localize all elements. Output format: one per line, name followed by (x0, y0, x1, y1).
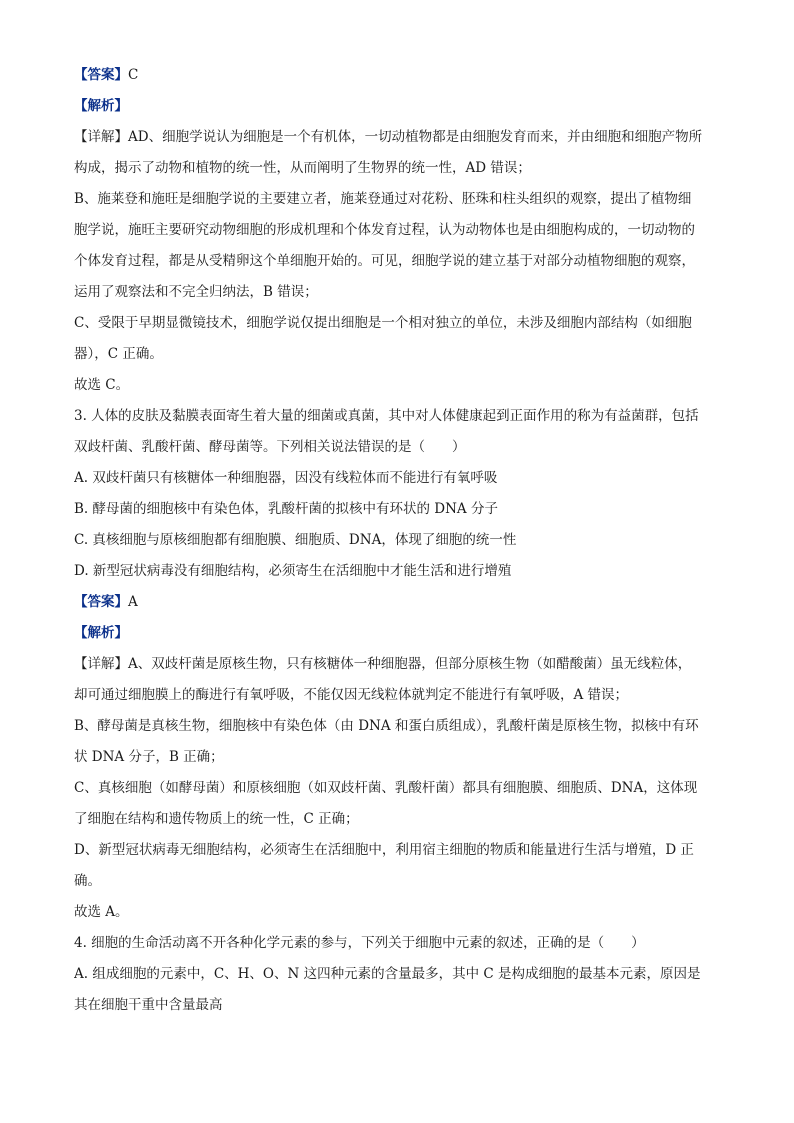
q4-stem-line: 4. 细胞的生命活动离不开各种化学元素的参与，下列关于细胞中元素的叙述，正确的是（ ） (74, 935, 645, 951)
paragraph-line: 状 DNA 分子，B 正确； (74, 749, 224, 765)
paragraph-line: 构成，揭示了动物和植物的统一性，从而阐明了生物界的统一性，AD 错误； (74, 160, 531, 176)
answer-label: 【答案】 (74, 594, 128, 610)
q3-analysis-line (74, 618, 722, 649)
q2-answer-line (74, 60, 722, 91)
paragraph-line: 确。 (74, 873, 101, 889)
analysis-label: 【解析】 (74, 98, 128, 114)
paragraph-line: D、新型冠状病毒无细胞结构，必须寄生在活细胞中，利用宿主细胞的物质和能量进行生活与增殖，D 正 (74, 842, 694, 858)
q3-option-c: C. 真核细胞与原核细胞都有细胞膜、细胞质、DNA，体现了细胞的统一性 (74, 532, 517, 548)
paragraph-line: B、施莱登和施旺是细胞学说的主要建立者，施莱登通过对花粉、胚珠和柱头组织的观察，提出了植物细 (74, 191, 692, 207)
analysis-label: 【解析】 (74, 625, 128, 641)
q4-option-a-continued: 其在细胞干重中含量最高 (74, 997, 223, 1013)
q3-detail-line (74, 649, 722, 680)
answer-label: 【答案】 (74, 67, 128, 83)
paragraph-line: 运用了观察法和不完全归纳法，B 错误； (74, 284, 318, 300)
detail-text: AD、细胞学说认为细胞是一个有机体，一切动植物都是由细胞发育而来，并由细胞和细胞产物所 (128, 129, 703, 145)
q3-answer-line (74, 587, 722, 618)
q3-stem-line: 双歧杆菌、乳酸杆菌、酵母菌等。下列相关说法错误的是（ ） (74, 439, 466, 455)
conclusion-line: 故选 A。 (74, 904, 129, 920)
answer-value: A (128, 594, 138, 610)
paragraph-line: 却可通过细胞膜上的酶进行有氧呼吸，不能仅因无线粒体就判定不能进行有氧呼吸，A 错误； (74, 687, 629, 703)
q2-analysis-line (74, 91, 722, 122)
document-content (74, 60, 722, 1021)
paragraph-line: 个体发育过程，都是从受精卵这个单细胞开始的。可见，细胞学说的建立基于对部分动植物细胞的观察， (74, 253, 695, 269)
q3-stem-line: 3. 人体的皮肤及黏膜表面寄生着大量的细菌或真菌，其中对人体健康起到正面作用的称为有益菌群，包括 (74, 408, 699, 424)
paragraph-line: B、酵母菌是真核生物，细胞核中有染色体（由 DNA 和蛋白质组成），乳酸杆菌是原核生物，拟核中有环 (74, 718, 699, 734)
answer-value: C (128, 67, 139, 83)
conclusion-line: 故选 C。 (74, 377, 130, 393)
paragraph-line: C、受限于早期显微镜技术，细胞学说仅提出细胞是一个相对独立的单位，未涉及细胞内部结构（如细胞 (74, 315, 692, 331)
q3-option-b: B. 酵母菌的细胞核中有染色体，乳酸杆菌的拟核中有环状的 DNA 分子 (74, 501, 498, 517)
paragraph-line: 器），C 正确。 (74, 346, 163, 362)
q3-option-d: D. 新型冠状病毒没有细胞结构，必须寄生在活细胞中才能生活和进行增殖 (74, 563, 512, 579)
detail-label: 【详解】 (74, 129, 128, 145)
detail-text: A、双歧杆菌是原核生物，只有核糖体一种细胞器，但部分原核生物（如醋酸菌）虽无线粒体， (128, 656, 692, 672)
paragraph-line: 了细胞在结构和遗传物质上的统一性，C 正确； (74, 811, 359, 827)
q4-option-a: A. 组成细胞的元素中，C、H、O、N 这四种元素的含量最多，其中 C 是构成细胞的最基本元素，原因是 (74, 966, 701, 982)
detail-label: 【详解】 (74, 656, 128, 672)
q2-detail-line (74, 122, 722, 153)
paragraph-line: C、真核细胞（如酵母菌）和原核细胞（如双歧杆菌、乳酸杆菌）都具有细胞膜、细胞质、DNA，这体现 (74, 780, 698, 796)
paragraph-line: 胞学说，施旺主要研究动物细胞的形成机理和个体发育过程，认为动物体也是由细胞构成的，一切动物的 (74, 222, 695, 238)
q3-option-a: A. 双歧杆菌只有核糖体一种细胞器，因没有线粒体而不能进行有氧呼吸 (74, 470, 498, 486)
